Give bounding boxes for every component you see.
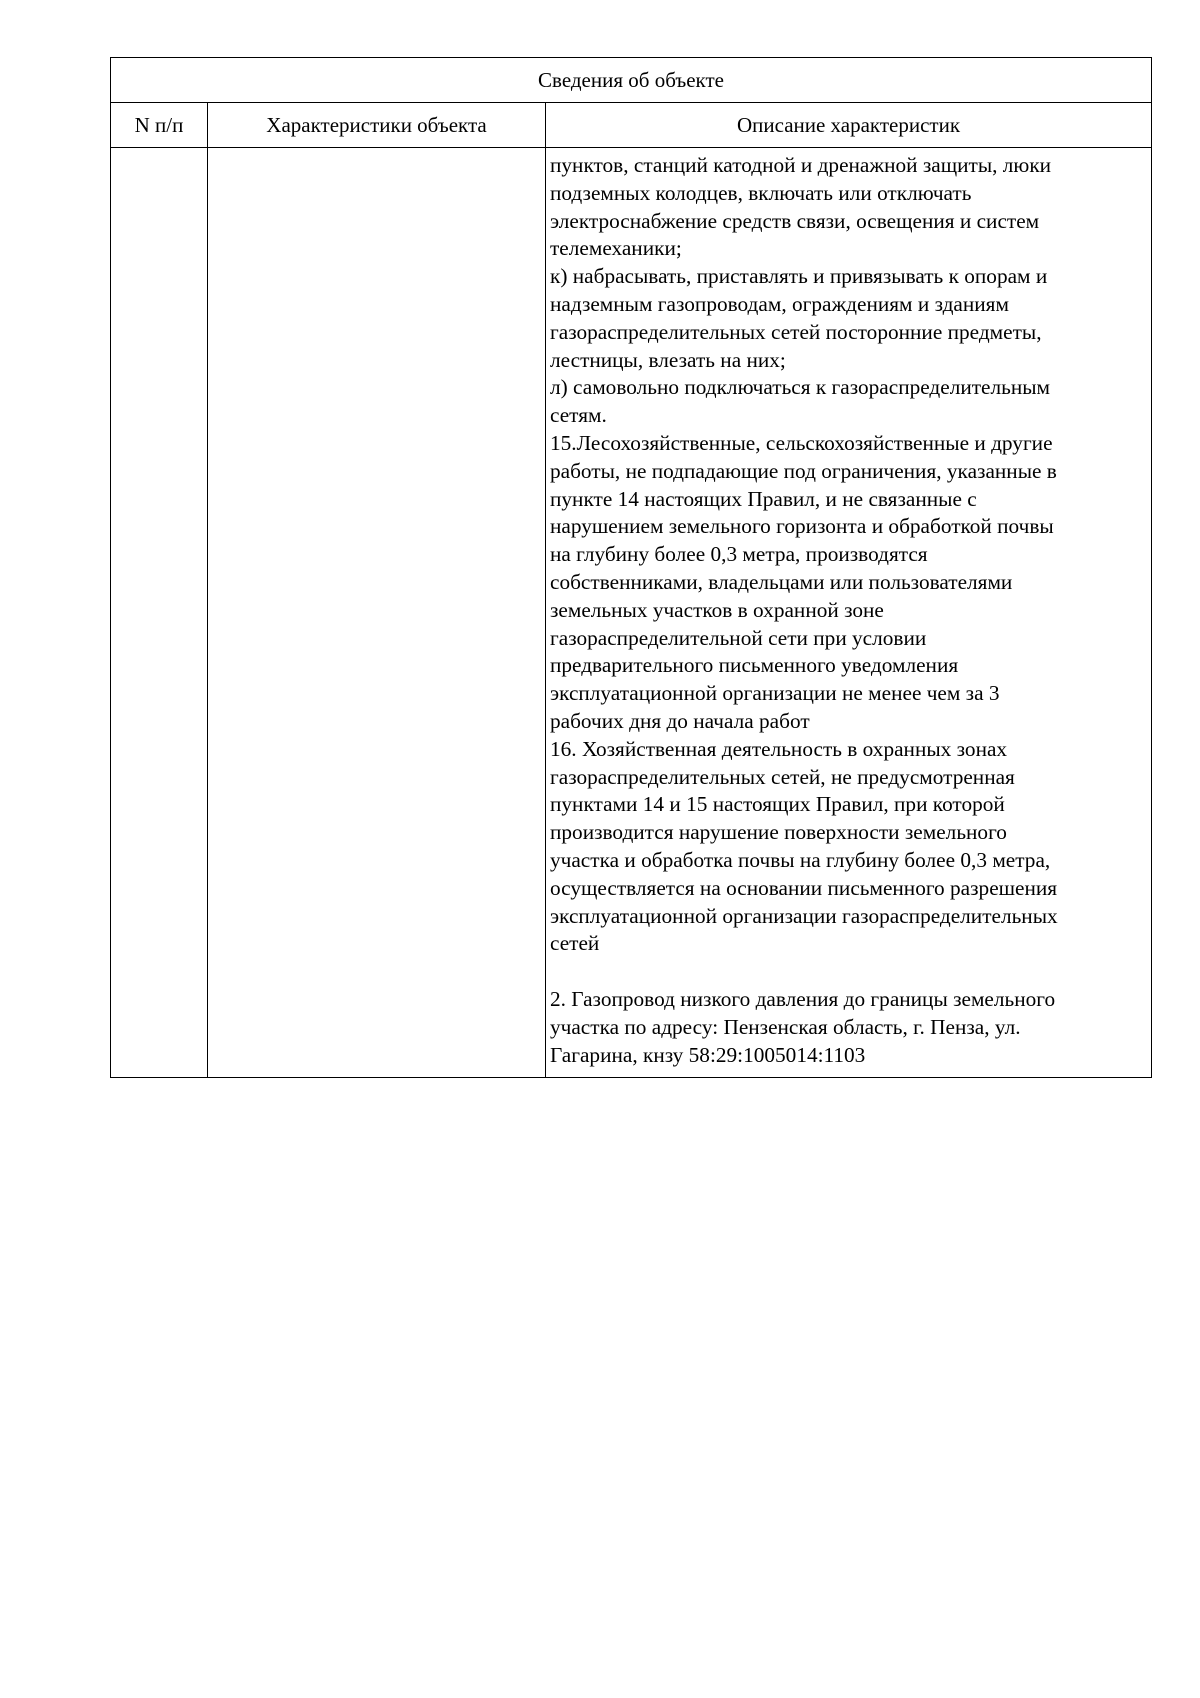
row-number-cell — [111, 148, 208, 1078]
description-line: газораспределительных сетей посторонние предметы, — [550, 319, 1042, 344]
description-line: газораспределительных сетей, не предусмотренная — [550, 764, 1015, 789]
description-line: эксплуатационной организации газораспределительных — [550, 903, 1058, 928]
column-header-number: N п/п — [111, 103, 208, 148]
description-line: собственниками, владельцами или пользователями — [550, 569, 1013, 594]
object-info-table — [110, 57, 1152, 1078]
description-line: рабочих дня до начала работ — [550, 708, 810, 733]
description-line: телемеханики; — [550, 236, 682, 261]
address-text — [550, 986, 1147, 1069]
row-characteristic-cell — [208, 148, 546, 1078]
table-title: Сведения об объекте — [111, 58, 1152, 103]
address-line: Гагарина, кнзу 58:29:1005014:1103 — [550, 1042, 866, 1067]
description-line: 15.Лесохозяйственные, сельскохозяйственные и другие — [550, 430, 1053, 455]
description-line: производится нарушение поверхности земельного — [550, 820, 1007, 845]
description-line: 16. Хозяйственная деятельность в охранных зонах — [550, 736, 1008, 761]
column-header-description: Описание характеристик — [546, 103, 1152, 148]
description-line: осуществляется на основании письменного разрешения — [550, 875, 1058, 900]
description-line: надземным газопроводам, ограждениям и зданиям — [550, 291, 1009, 316]
description-line: пунктов, станций катодной и дренажной защиты, люки — [550, 153, 1052, 177]
description-line: эксплуатационной организации не менее чем за 3 — [550, 681, 1000, 706]
column-header-characteristics: Характеристики объекта — [208, 103, 546, 148]
description-line: сетям. — [550, 403, 607, 428]
table-row — [111, 148, 1152, 1078]
table-title-row — [111, 58, 1152, 103]
description-line: земельных участков в охранной зоне — [550, 597, 884, 622]
description-line: работы, не подпадающие под ограничения, указанные в — [550, 458, 1057, 483]
description-line: нарушением земельного горизонта и обработкой почвы — [550, 514, 1054, 539]
description-line: газораспределительной сети при условии — [550, 625, 927, 650]
row-description-cell — [546, 148, 1152, 1078]
description-line: к) набрасывать, приставлять и привязывать к опорам и — [550, 264, 1048, 289]
description-line: пункте 14 настоящих Правил, и не связанные с — [550, 486, 977, 511]
description-line: пунктами 14 и 15 настоящих Правил, при которой — [550, 792, 1005, 817]
address-line: участка по адресу: Пензенская область, г. Пенза, ул. — [550, 1014, 1021, 1039]
description-line: сетей — [550, 931, 600, 956]
description-line: на глубину более 0,3 метра, производятся — [550, 542, 928, 567]
description-line: электроснабжение средств связи, освещения и систем — [550, 208, 1040, 233]
description-line: л) самовольно подключаться к газораспределительным — [550, 375, 1051, 400]
description-line: предварительного письменного уведомления — [550, 653, 959, 678]
table-header-row — [111, 103, 1152, 148]
paragraph-gap — [550, 958, 1147, 986]
description-text — [550, 152, 1147, 958]
description-line: лестницы, влезать на них; — [550, 347, 786, 372]
description-line: подземных колодцев, включать или отключать — [550, 180, 972, 205]
description-line: участка и обработка почвы на глубину более 0,3 метра, — [550, 847, 1051, 872]
address-line: 2. Газопровод низкого давления до границы земельного — [550, 986, 1056, 1011]
